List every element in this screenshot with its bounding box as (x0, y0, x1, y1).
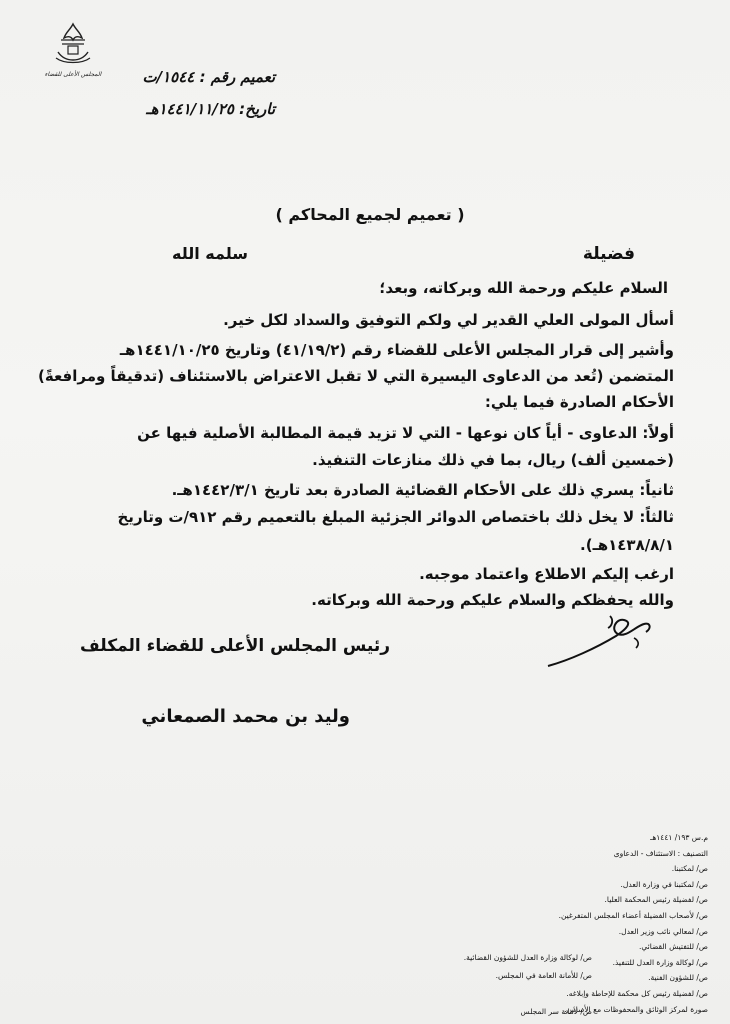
list-item: ص/ لوكالة وزارة العدل للتنفيذ. (612, 957, 708, 967)
body-line: والله يحفظكم والسلام عليكم ورحمة الله وبركاته. (311, 591, 674, 609)
circular-title: ( تعميم لجميع المحاكم ) (275, 205, 465, 224)
body-line: المتضمن (تُعد من الدعاوى اليسيرة التي لا تقبل الاعتراض بالاستئناف (تدقيقاً ومرافعةً) (38, 367, 674, 385)
list-item: ص/ للتفتيش القضائي. (639, 942, 708, 952)
distribution-list-secondary (382, 949, 592, 1021)
body-line: أسأل المولى العلي القدير لي ولكم التوفيق والسداد لكل خير. (223, 311, 674, 329)
list-item: ص/ لمعالي نائب وزير العدل. (618, 926, 708, 936)
signatory-title: رئيس المجلس الأعلى للقضاء المكلف (80, 636, 390, 656)
circular-number: تعميم رقم : ١٥٤٤/ت (142, 68, 275, 86)
judicial-council-emblem-icon (44, 18, 102, 82)
list-item: ص/ لأمانة سر المجلس (520, 1007, 592, 1016)
body-line: وأشير إلى قرار المجلس الأعلى للقضاء رقم (٤١/١٩/٢) وتاريخ ١٤٤١/١٠/٢٥هـ (119, 341, 674, 359)
salutation-honorific: فضيلة (582, 244, 635, 264)
list-item: ص/ لفضيلة رئيس المحكمة العليا. (604, 895, 708, 905)
list-item: ص/ للشؤون الفنية. (648, 973, 708, 983)
list-item (382, 985, 592, 1003)
circular-date: تاريخ: ١٤٤١/١١/٢٥هـ (146, 100, 275, 118)
body-line: ١٤٣٨/٨/١هـ). (580, 536, 674, 554)
list-item: ص/ للأمانة العامة في المجلس. (495, 971, 592, 980)
list-item: التصنيف : الاستئناف - الدعاوى (613, 848, 708, 858)
list-item: ص/ لفضيلة رئيس كل محكمة للإحاطة وإبلاغه. (566, 988, 708, 998)
list-item: م.س ١٩٣/ ١٤٤١هـ (650, 833, 708, 842)
body-line: الأحكام الصادرة فيما يلي: (484, 393, 674, 411)
list-item: ص/ لوكالة وزارة العدل للشؤون القضائية. (463, 953, 592, 962)
signatory-name: وليد بن محمد الصمعاني (141, 706, 350, 727)
svg-text:المجلس الأعلى للقضاء: المجلس الأعلى للقضاء (44, 71, 102, 78)
list-item: صورة لمركز الوثائق والمحفوظات مع الأساس. (564, 1004, 708, 1014)
body-line: السلام عليكم ورحمة الله وبركاته، وبعد؛ (379, 279, 668, 297)
body-line: أولاً: الدعاوى - أياً كان نوعها - التي لا تزيد قيمة المطالبة الأصلية فيها عن (137, 424, 674, 442)
salutation-blessing: سلمه الله (172, 244, 248, 263)
handwritten-signature (540, 608, 660, 674)
list-item: ص/ لمكتبنا في وزارة العدل. (620, 879, 708, 889)
body-line: ثانياً: يسري ذلك على الأحكام القضائية الصادرة بعد تاريخ ١٤٤٢/٣/١هـ. (171, 481, 674, 499)
list-item: ص/ لأصحاب الفضيلة أعضاء المجلس المتفرغين. (558, 910, 708, 920)
body-line: ثالثاً: لا يخل ذلك باختصاص الدوائر الجزئية المبلغ بالتعميم رقم ٩١٢/ت وتاريخ (117, 508, 674, 526)
body-line: ارغب إليكم الاطلاع واعتماد موجبه. (419, 565, 674, 583)
body-line: (خمسين ألف) ريال، بما في ذلك منازعات التنفيذ. (312, 451, 674, 469)
list-item: ص/ لمكتبنا. (671, 864, 708, 874)
